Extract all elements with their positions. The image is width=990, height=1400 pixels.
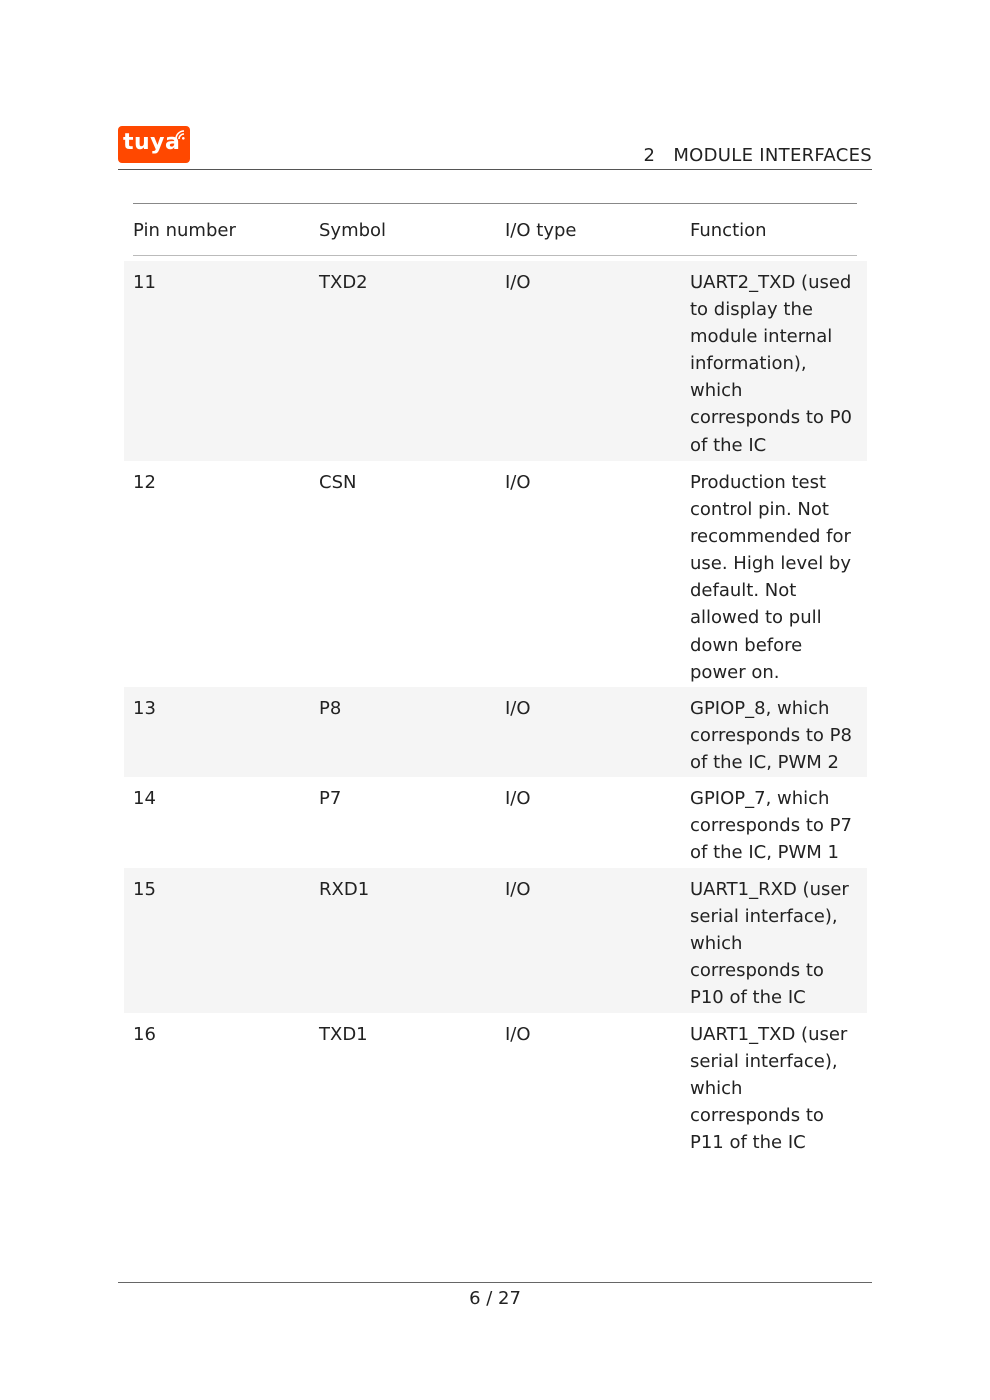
function-cell	[690, 469, 862, 686]
pin-number-cell: 15	[133, 879, 156, 900]
function-line: of the IC, PWM 1	[690, 842, 840, 864]
table-row	[124, 261, 867, 461]
table-row	[124, 461, 867, 687]
header-divider	[118, 169, 872, 170]
function-line: Production test	[690, 472, 827, 493]
function-line: GPIOP_7, which	[690, 788, 830, 809]
function-line: UART2_TXD (used	[690, 272, 852, 293]
column-header-io-type: I/O type	[505, 220, 577, 241]
function-line: control pin. Not	[690, 499, 829, 521]
function-line: UART1_TXD (user	[690, 1024, 848, 1045]
io-type-cell: I/O	[505, 472, 531, 493]
table-row	[124, 1013, 867, 1163]
io-type-cell: I/O	[505, 698, 531, 719]
function-line: corresponds to P0	[690, 407, 852, 429]
column-header-symbol: Symbol	[319, 220, 387, 241]
table-row	[124, 687, 867, 777]
function-line: UART1_RXD (user	[690, 879, 849, 900]
function-cell	[690, 785, 862, 866]
function-line: module internal	[690, 326, 833, 348]
pin-number-cell: 14	[133, 788, 156, 809]
io-type-cell: I/O	[505, 879, 531, 900]
io-type-cell: I/O	[505, 1024, 531, 1045]
tuya-logo	[118, 126, 190, 163]
table-top-rule	[133, 203, 857, 204]
column-header-pin: Pin number	[133, 220, 236, 241]
symbol-cell: CSN	[319, 472, 357, 493]
table-row	[124, 777, 867, 868]
function-line: P10 of the IC	[690, 987, 806, 1009]
function-line: down before	[690, 634, 803, 656]
function-line: GPIOP_8, which	[690, 698, 830, 719]
wifi-wave-icon	[173, 128, 187, 142]
table-header-rule	[133, 255, 857, 256]
table-row	[124, 868, 867, 1013]
function-line: default. Not	[690, 580, 797, 602]
function-cell	[690, 1021, 862, 1156]
function-cell	[690, 269, 862, 459]
logo-text: tuya	[123, 130, 181, 155]
function-line: corresponds to	[690, 1105, 824, 1127]
function-line: P11 of the IC	[690, 1132, 806, 1154]
function-line: corresponds to	[690, 960, 824, 982]
page-number: 6 / 27	[469, 1288, 521, 1309]
pin-number-cell: 16	[133, 1024, 156, 1045]
function-line: serial interface),	[690, 906, 838, 928]
symbol-cell: RXD1	[319, 879, 370, 900]
symbol-cell: TXD1	[319, 1024, 368, 1045]
table-header-row	[124, 217, 867, 247]
function-line: of the IC	[690, 434, 767, 456]
footer-divider	[118, 1282, 872, 1283]
function-line: corresponds to P7	[690, 815, 852, 837]
pin-number-cell: 11	[133, 272, 156, 293]
io-type-cell: I/O	[505, 788, 531, 809]
function-line: power on.	[690, 661, 780, 683]
symbol-cell: P7	[319, 788, 342, 809]
function-line: use. High level by	[690, 553, 851, 575]
symbol-cell: TXD2	[319, 272, 368, 293]
function-line: of the IC, PWM 2	[690, 752, 840, 774]
symbol-cell: P8	[319, 698, 342, 719]
column-header-function: Function	[690, 220, 767, 241]
function-line: which	[690, 1078, 743, 1100]
section-title: 2 MODULE INTERFACES	[643, 145, 872, 166]
function-line: which	[690, 933, 743, 955]
pin-number-cell: 12	[133, 472, 156, 493]
function-line: corresponds to P8	[690, 725, 852, 747]
function-line: serial interface),	[690, 1051, 838, 1073]
function-line: recommended for	[690, 526, 851, 548]
function-cell	[690, 695, 862, 776]
function-cell	[690, 876, 862, 1011]
pin-number-cell: 13	[133, 698, 156, 719]
function-line: which	[690, 380, 743, 402]
function-line: to display the	[690, 299, 813, 321]
function-line: information),	[690, 353, 807, 375]
function-line: allowed to pull	[690, 607, 822, 629]
io-type-cell: I/O	[505, 272, 531, 293]
